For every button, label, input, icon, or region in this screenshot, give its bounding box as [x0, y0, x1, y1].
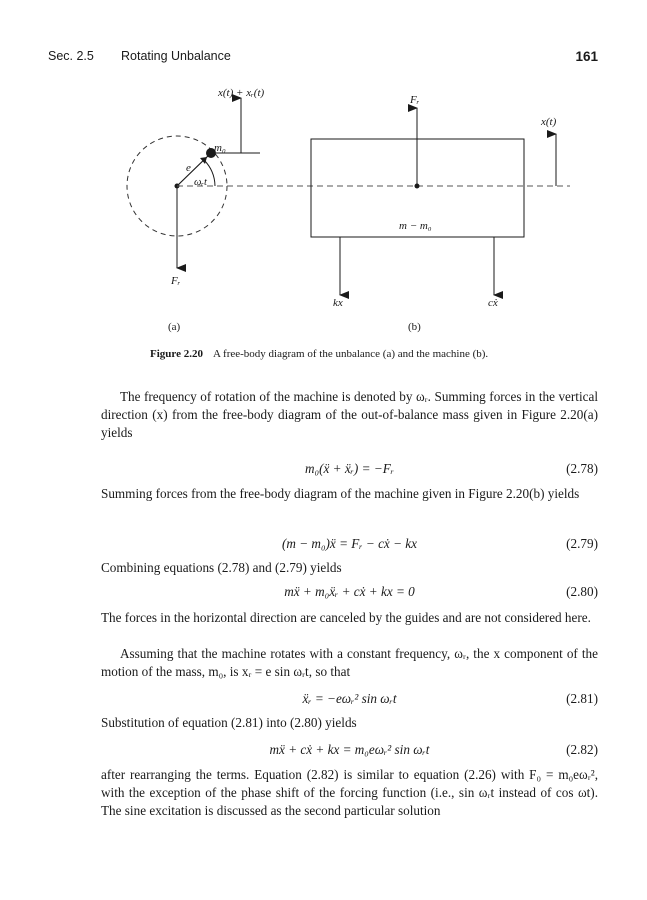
page-number: 161 — [575, 49, 598, 64]
section-title: Rotating Unbalance — [121, 49, 231, 63]
panel-b-label: (b) — [408, 321, 421, 333]
paragraph-horizontal-forces: The forces in the horizontal direction are canceled by the guides and are not considered here. — [101, 610, 591, 625]
equation-2-79-number: (2.79) — [566, 536, 598, 551]
figure-2-20 — [0, 78, 647, 340]
equation-2-78 — [101, 460, 598, 478]
label-damping-force: cẋ — [488, 297, 498, 309]
free-body-diagram — [0, 78, 647, 340]
paragraph-summing-machine: Summing forces from the free-body diagram of the machine given in Figure 2.20(b) yields — [101, 486, 580, 501]
label-spring-force: kx — [333, 297, 343, 309]
equation-2-81 — [101, 690, 598, 708]
paragraph-frequency: The frequency of rotation of the machine is denoted by ωᵣ. Summing forces in the vertical direction (x) from the free-body diagram of the out-of-balance mass given in Figure 2.20(a) yields — [101, 389, 598, 440]
equation-2-81-number: (2.81) — [566, 691, 598, 706]
equation-2-80 — [101, 583, 598, 601]
equation-2-82-expr: mẍ + cẋ + kx = m₀eωᵣ² sin ωᵣt — [269, 742, 430, 757]
label-unbalance-mass: m₀ — [214, 142, 226, 154]
label-eccentricity: e — [186, 162, 191, 174]
paragraph-combining: Combining equations (2.78) and (2.79) yields — [101, 560, 342, 575]
section-number: Sec. 2.5 — [48, 49, 94, 63]
panel-a-label: (a) — [168, 321, 181, 333]
equation-2-80-number: (2.80) — [566, 584, 598, 599]
label-reaction-force-b: Fᵣ — [410, 94, 420, 106]
equation-2-78-number: (2.78) — [566, 461, 598, 476]
label-machine-displacement: x(t) — [541, 116, 557, 128]
label-reaction-force-a: Fᵣ — [171, 275, 181, 287]
caption-text: A free-body diagram of the unbalance (a) and the machine (b). — [212, 348, 489, 360]
paragraph-rearranging: after rearranging the terms. Equation (2.82) is similar to equation (2.26) with F₀ = m₀eωᵣ², with the exception of the phase shift of the forcing function (i.e., sin ωᵣt instead of cos ωt). The sine excitation is discussed as the second particular solution — [101, 767, 598, 818]
equation-2-78-expr: m₀(ẍ + ẍᵣ) = −Fᵣ — [304, 461, 395, 476]
running-head — [48, 49, 598, 69]
label-mass-displacement: x(t) + xᵣ(t) — [218, 87, 265, 99]
label-machine-mass: m − m₀ — [399, 220, 432, 232]
figure-caption — [150, 348, 600, 360]
paragraph-assuming: Assuming that the machine rotates with a constant frequency, ωᵣ, the x component of the motion of the mass, m₀, is xᵣ = e sin ωᵣt, so that — [101, 646, 598, 679]
paragraph-substitution: Substitution of equation (2.81) into (2.80) yields — [101, 715, 357, 730]
equation-2-79 — [101, 535, 598, 553]
equation-2-79-expr: (m − m₀)ẍ = Fᵣ − cẋ − kx — [282, 536, 417, 551]
caption-label: Figure 2.20 — [150, 348, 203, 360]
equation-2-82 — [101, 741, 598, 759]
equation-2-80-expr: mẍ + m₀ẍᵣ + cẋ + kx = 0 — [284, 584, 415, 599]
label-rotation-angle: ωᵣt — [194, 177, 207, 188]
equation-2-82-number: (2.82) — [566, 742, 598, 757]
equation-2-81-expr: ẍᵣ = −eωᵣ² sin ωᵣt — [302, 691, 397, 706]
